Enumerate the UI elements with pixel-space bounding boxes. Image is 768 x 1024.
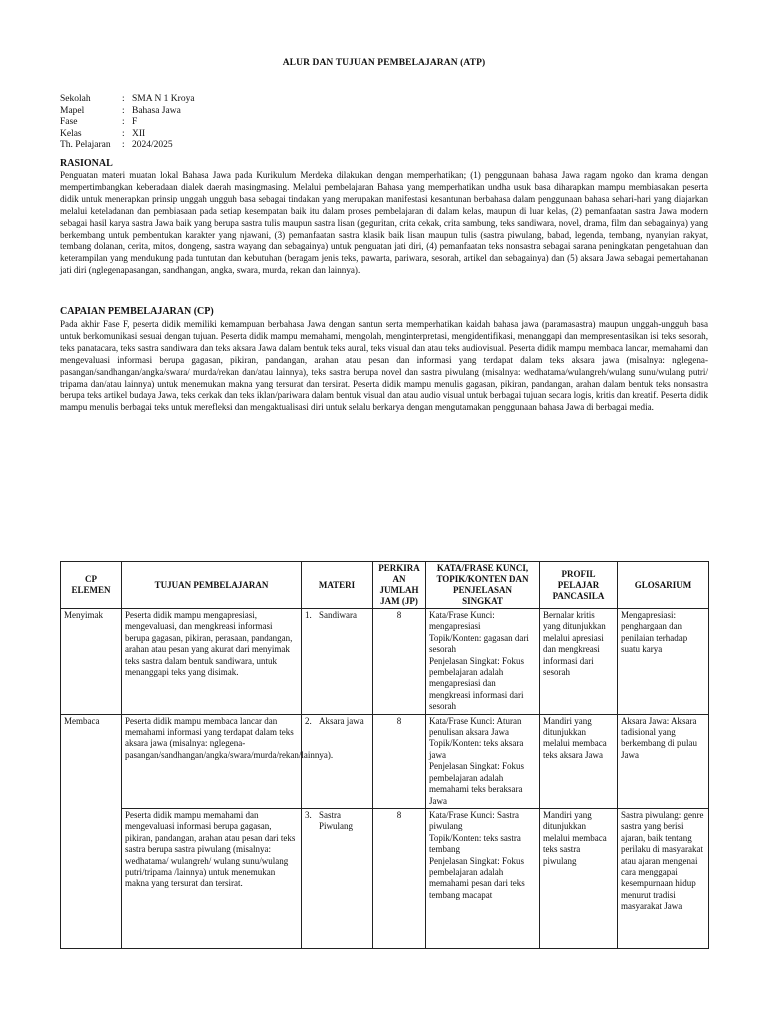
header-profil: PROFIL PELAJAR PANCASILA xyxy=(540,562,618,609)
cp-paragraph: Pada akhir Fase F, peserta didik memiliki kemampuan berbahasa Jawa dengan santun serta memperhatikan kaidah bahasa jawa (paramasastra) maupun unggah-ungguh basa untuk berkomunikasi sesuai dengan tujuan. Peserta didik mampu memahami, mengolah, menginterpretasi, mengidentifikasi, menanggapi dan mempresentasikan isi teks sesorah, teks panatacara, teks sastra sandiwara dan teks aksara Jawa dalam bentuk teks aural, teks visual dan atau teks audiovisual. Peserta didik mampu membaca lancar, memahami dan mengevaluasi informasi berupa gagasan, pikiran, pandangan, arahan atau pesan dan informasi yang terdapat dalam teks aksara jawa (misalnya: nglegena-pasangan/sandhangan/angka/swara/ murda/rekan dan/atau lainnya), teks sastra berupa novel dan sastra piwulang (misalnya: wedhatama/wulangreh/wulang sunu/wulang putri/ tripama dan/atau lainnya) untuk menemukan makna yang tersurat dan tersirat. Peserta didik mampu menulis gagasan, pikiran, pandangan, arahan dalam bentuk teks nonsastra berupa teks artikel budaya Jawa, teks cerkak dan teks iklan/pariwara dalam bentuk visual dan atau audio visual untuk berbagai tujuan secara logis, kritis dan kreatif. Peserta didik mampu menulis berbagai teks untuk merefleksi dan mengaktualisasi diri untuk selalu berkarya dengan mengutamakan penggunaan bahasa Jawa di berbagai media. xyxy=(60,319,708,413)
cell-jp: 8 xyxy=(373,609,426,715)
meta-value: F xyxy=(132,117,138,128)
meta-row-sekolah xyxy=(60,94,195,106)
meta-colon: : xyxy=(122,128,125,139)
meta-value: SMA N 1 Kroya xyxy=(132,94,195,104)
header-kata-frase: KATA/FRASE KUNCI, TOPIK/KONTEN DAN PENJELASAN SINGKAT xyxy=(426,562,540,609)
cell-kata-frase: Kata/Frase Kunci: Sastra piwulang Topik/Konten: teks sastra tembang Penjelasan Singkat: Fokus pembelajaran adalah memahami pesan dari teks tembang macapat xyxy=(426,808,540,948)
cell-profil: Bernalar kritis yang ditunjukkan melalui apresiasi dan mengkreasi informasi dari sesorah xyxy=(540,609,618,715)
cell-materi xyxy=(302,714,373,808)
meta-row-fase xyxy=(60,117,195,129)
header-jp: PERKIRA AN JUMLAH JAM (JP) xyxy=(373,562,426,609)
cell-jp: 8 xyxy=(373,808,426,948)
materi-number: 2. xyxy=(305,715,312,726)
cell-elemen: Menyimak xyxy=(61,609,122,715)
cell-tujuan: Peserta didik mampu memahami dan mengevaluasi informasi berupa gagasan, pikiran, pandangan, arahan atau pesan dari teks sastra berupa sastra piwulang (misalnya: wedhatama/ wulangreh/ wulang sunu/wulang putri/tripama /lainnya) untuk menemukan makna yang tersurat dan tersirat. xyxy=(122,808,302,948)
meta-label: Kelas xyxy=(60,128,82,139)
table-row xyxy=(61,714,709,808)
materi-label: Aksara jawa xyxy=(319,715,364,726)
meta-colon: : xyxy=(122,105,125,116)
materi-number: 3. xyxy=(305,809,312,820)
header-cp-elemen: CP ELEMEN xyxy=(61,562,122,609)
meta-value: XII xyxy=(132,128,146,139)
atp-table xyxy=(60,561,709,949)
cell-materi xyxy=(302,808,373,948)
meta-label: Sekolah xyxy=(60,94,91,104)
meta-colon: : xyxy=(122,140,125,151)
materi-number: 1. xyxy=(305,610,312,620)
meta-value: 2024/2025 xyxy=(132,140,173,151)
meta-label: Th. Pelajaran xyxy=(60,140,111,151)
cell-kata-frase: Kata/Frase Kunci: Aturan penulisan aksara Jawa Topik/Konten: teks aksara jawa Penjelasan Singkat: Fokus pembelajaran adalah memahami teks beraksara Jawa xyxy=(426,714,540,808)
rasional-heading: RASIONAL xyxy=(60,158,113,169)
meta-label: Mapel xyxy=(60,105,85,116)
header-materi: MATERI xyxy=(302,562,373,609)
cell-glosarium: Mengapresiasi: penghargaan dan penilaian terhadap suatu karya xyxy=(618,609,709,715)
cell-materi xyxy=(302,609,373,715)
meta-colon: : xyxy=(122,94,125,104)
table-row xyxy=(61,609,709,715)
cell-tujuan: Peserta didik mampu mengapresiasi, mengevaluasi, dan mengkreasi informasi berupa gagasan, pikiran, perasaan, pandangan, arahan atau pesan yang akurat dari menyimak teks sastra dalam bentuk sandiwara, untuk menanggapi teks yang disimak. xyxy=(122,609,302,715)
materi-label: Sandiwara xyxy=(319,610,357,620)
document-title: ALUR DAN TUJUAN PEMBELAJARAN (ATP) xyxy=(282,58,486,68)
materi-label: Sastra Piwulang xyxy=(319,809,354,832)
meta-label: Fase xyxy=(60,117,78,128)
cell-profil: Mandiri yang ditunjukkan melalui membaca teks sastra piwulang xyxy=(540,808,618,948)
meta-colon: : xyxy=(122,117,125,128)
identity-block xyxy=(60,94,195,152)
cell-jp: 8 xyxy=(373,714,426,808)
cell-glosarium: Aksara Jawa: Aksara tadisional yang berkembang di pulau Jawa xyxy=(618,714,709,808)
cell-glosarium: Sastra piwulang: genre sastra yang berisi ajaran, baik tentang perilaku di masyarakat atau ajaran mengenai cara menggapai kesempurnaan hidup menurut tradisi masyarakat Jawa xyxy=(618,808,709,948)
header-tujuan: TUJUAN PEMBELAJARAN xyxy=(122,562,302,609)
rasional-paragraph: Penguatan materi muatan lokal Bahasa Jawa pada Kurikulum Merdeka dilakukan dengan memperhatikan; (1) penggunaan bahasa Jawa ragam ngoko dan krama dengan mempertimbangkan keberadaan dialek daerah masingmasing. Melalui pembelajaran Bahasa yang memperhatikan undha usuk basa diharapkan mampu membiasakan peserta didik untuk menerapkan prinsip unggah ungguh basa sebagai tindakan yang merupakan manifestasi kesantunan berbahasa dalam penggunaan bahasa sehari-hari yang diajarkan melalui keteladanan dan pembiasaan pada setiap kesempatan baik itu dalam proses pembelajaran di dalam kelas, maupun di luar kelas, (2) pemanfaatan sastra Jawa modern sebagai hasil karya sastra Jawa baik yang berupa sastra tulis maupun sastra lisan (geguritan, crita cekak, crita sambung, teks sandiwara, novel, drama, film dan sebagainya) yang berkembang untuk pembentukan karakter yang njawani, (3) pemanfaatan sastra klasik baik lisan maupun tulis (sastra piwulang, babad, legenda, tembang, nyanyian rakyat, tembang dolanan, cerita, mitos, dongeng, sastra wayang dan sebagainya) untuk penguatan jati diri, (4) pemanfaatan teks nonsastra sebagai sarana peningkatan pengetahuan dan keterampilan yang mendukung pada tuntutan dan kebutuhan (beragam jenis teks, pawarta, pariwara, sesorah, artikel dan sebagainya) dan (5) aksara Jawa sebagai pemertahanan jati diri (nglegenapasangan, sandhangan, angka, swara, murda, rekan dan lainnya). xyxy=(60,170,708,276)
cell-profil: Mandiri yang ditunjukkan melalui membaca teks aksara Jawa xyxy=(540,714,618,808)
header-glosarium: GLOSARIUM xyxy=(618,562,709,609)
cp-heading: CAPAIAN PEMBELAJARAN (CP) xyxy=(60,306,214,317)
meta-row-tahun-pelajaran xyxy=(60,140,195,152)
cell-elemen: Membaca xyxy=(61,714,122,948)
cell-kata-frase: Kata/Frase Kunci: mengapresiasi Topik/Konten: gagasan dari sesorah Penjelasan Singkat: Fokus pembelajaran adalah mengapresiasi dan mengkreasi informasi dari sesorah xyxy=(426,609,540,715)
table-header-row xyxy=(61,562,709,609)
meta-row-kelas xyxy=(60,129,195,141)
cell-tujuan: Peserta didik mampu membaca lancar dan memahami informasi yang terdapat dalam teks aksara jawa (misalnya: nglegena-pasangan/sandhangan/angka/swara/murda/rekan/lainnya). xyxy=(122,714,302,808)
table-row xyxy=(61,808,709,948)
meta-row-mapel xyxy=(60,106,195,118)
meta-value: Bahasa Jawa xyxy=(132,105,181,116)
